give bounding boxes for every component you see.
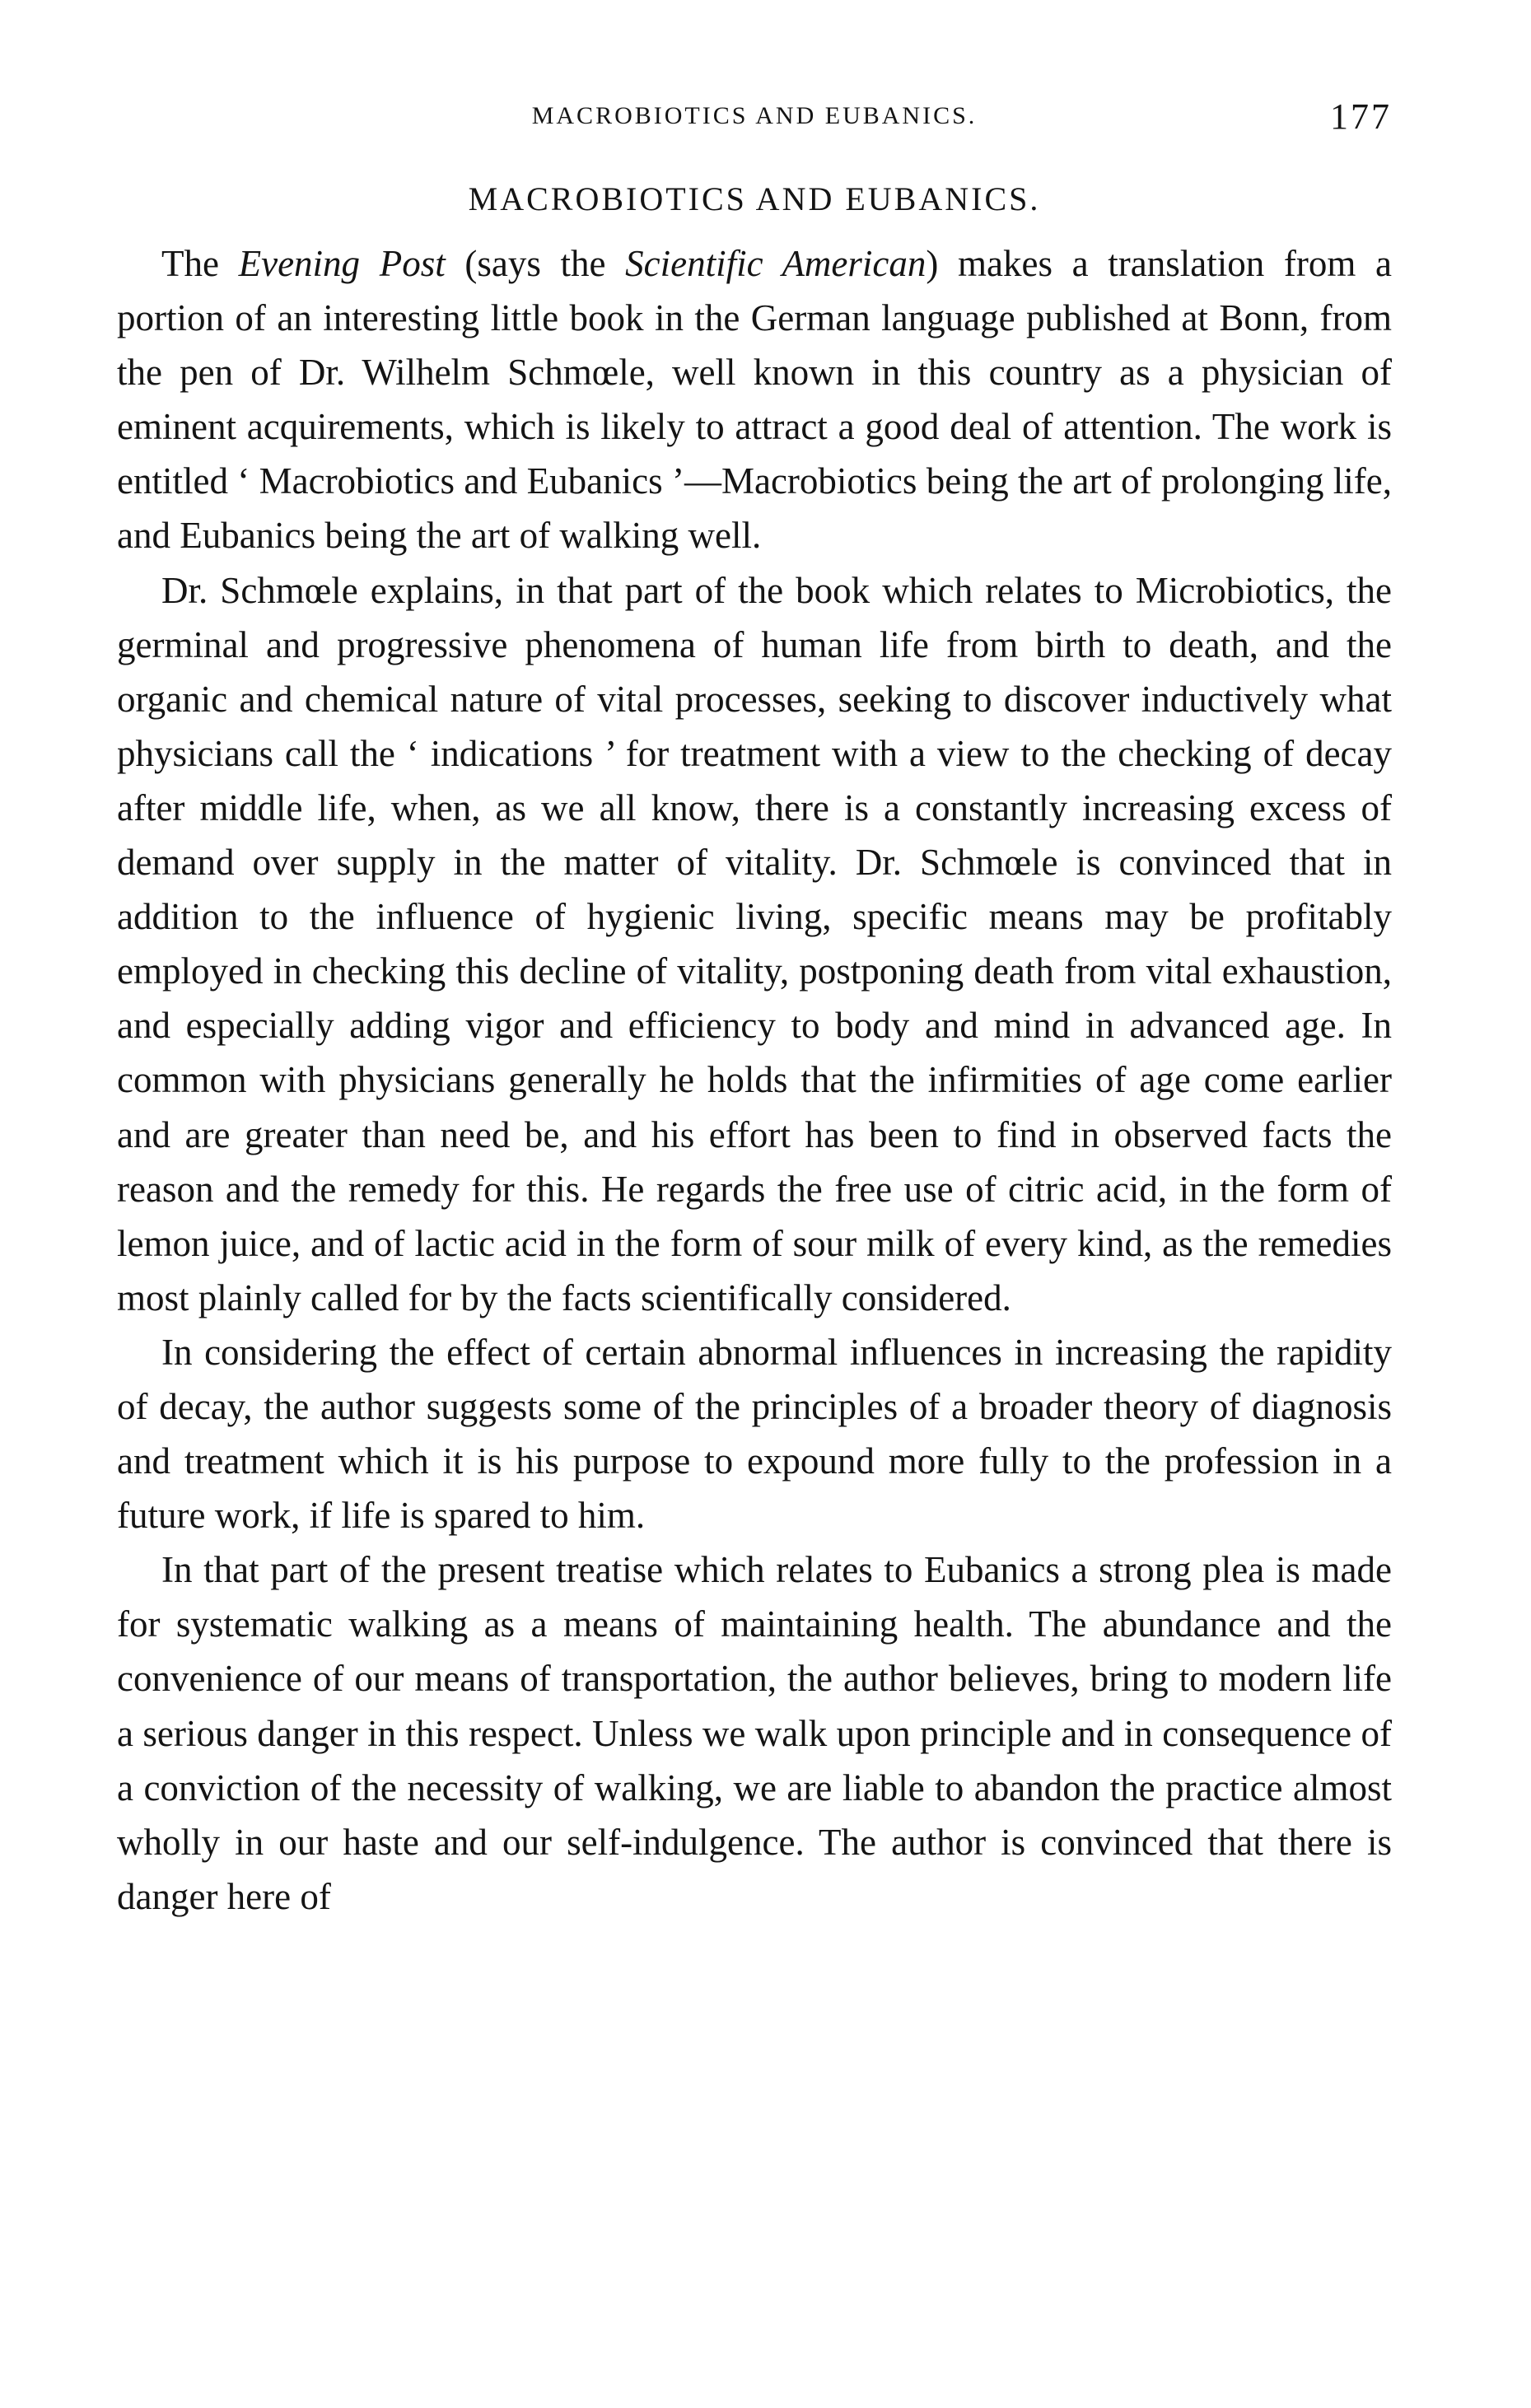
paragraph-2: Dr. Schmœle explains, in that part of the book which relates to Microbiotics, the germinal and progressive phenomena of human life from birth to death, and the organic and chemical nature of vital processes, seeking to discover inductively what physicians call the ‘ indications ’ for treatment with a view to the checking of decay after middle life, when, as we all know, there is a constantly increasing excess of demand over supply in the matter of vitality. Dr. Schmœle is convinced that in addition to the influence of hygienic living, specific means may be profitably employed in checking this decline of vitality, postponing death from vital exhaustion, and especially adding vigor and efficiency to body and mind in advanced age. In common with physicians generally he holds that the infirmities of age come earlier and are greater than need be, and his effort has been to find in observed facts the reason and the remedy for this. He regards the free use of citric acid, in the form of lemon juice, and of lactic acid in the form of sour milk of every kind, as the remedies most plainly called for by the facts scientifically considered.: [117, 569, 1392, 1318]
running-head: [117, 91, 1392, 148]
scientific-american-title: Scientific American: [625, 243, 927, 284]
article-title: MACROBIOTICS AND EUBANICS.: [468, 180, 1041, 217]
article-body: [117, 236, 1392, 1924]
paragraph-1-text-b: (says the: [445, 243, 626, 284]
evening-post-title: Evening Post: [238, 243, 446, 284]
book-page: [117, 91, 1392, 1924]
paragraph-1: [117, 236, 1392, 563]
paragraph-1-text-c: ) makes a translation from a portion of an interesting little book in the German language published at Bonn, from the pen of Dr. Wilhelm Schmœle, well known in this country as a physician of eminent acquirements, which is likely to attract a good deal of attention. The work is entitled ‘ Macrobiotics and Eubanics ’—Macrobiotics being the art of prolonging life, and Eubanics being the art of walking well.: [117, 243, 1392, 557]
paragraph-4: In that part of the present treatise which relates to Eubanics a strong plea is made for systematic walking as a means of maintaining health. The abundance and the convenience of our means of transportation, the author believes, bring to modern life a serious danger in this respect. Unless we walk upon principle and in consequence of a conviction of the necessity of walking, we are liable to abandon the practice almost wholly in our haste and our self-indulgence. The author is convinced that there is danger here of: [117, 1549, 1392, 1917]
paragraph-3: In considering the effect of certain abnormal influences in increasing the rapidity of decay, the author suggests some of the principles of a broader theory of diagnosis and treatment which it is his purpose to expound more fully to the profession in a future work, if life is spared to him.: [117, 1331, 1392, 1537]
running-title: MACROBIOTICS AND EUBANICS.: [531, 102, 978, 129]
page-number: 177: [1330, 96, 1392, 137]
paragraph-1-text-a: The: [161, 243, 239, 284]
